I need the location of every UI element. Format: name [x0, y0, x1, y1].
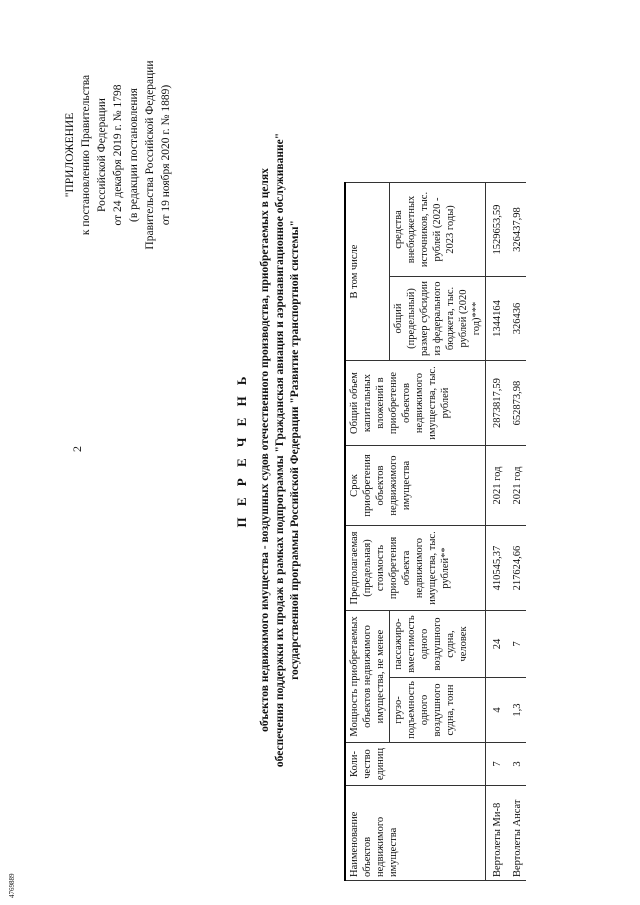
cell-cargo: 1,3: [506, 678, 526, 743]
header-capacity-group: Мощность приобретаемых объектов недвижимого имущества, не менее: [345, 611, 390, 743]
document-code: 4769889: [8, 873, 16, 898]
appendix-line: "ПРИЛОЖЕНИЕ: [64, 112, 76, 198]
appendix-line: Правительства Российской Федерации: [144, 60, 156, 250]
appendix-line: (в редакции постановления: [128, 88, 140, 222]
cell-count: 7: [486, 743, 507, 786]
header-count: Коли- чество единиц: [345, 743, 486, 786]
cell-cargo: 4: [486, 678, 507, 743]
header-including-group: В том числе: [345, 183, 390, 361]
document-subtitle: [258, 15, 303, 885]
cell-term: 2021 год: [486, 446, 507, 526]
header-row: [345, 183, 390, 881]
subtitle-line: государственной программы Российской Федерации "Развитие транспортной системы": [289, 220, 301, 680]
subtitle-line: объектов недвижимого имущества - воздушных судов отечественного производства, приобретаемых в целях: [259, 168, 271, 732]
table-row: [486, 183, 507, 881]
subtitle-line: обеспечения поддержки их продаж в рамках подпрограммы "Гражданская авиация и аэронавигационное обслуживание": [274, 132, 286, 768]
cell-total: 652873,98: [506, 361, 526, 446]
appendix-stamp: [62, 10, 174, 300]
cell-passenger: 24: [486, 611, 507, 678]
cell-term: 2021 год: [506, 446, 526, 526]
appendix-line: Российской Федерации: [96, 98, 108, 212]
cell-price: 217624,66: [506, 526, 526, 611]
title-block: [234, 15, 303, 885]
cell-federal: 326436: [506, 277, 526, 361]
table-row: [506, 183, 526, 881]
cell-extra: 1529653,59: [486, 183, 507, 277]
header-extra: средства внебюджетных источников, тыс. рублей (2020 - 2023 годы): [390, 183, 486, 277]
appendix-line: к постановлению Правительства: [80, 74, 92, 236]
cell-name: Вертолеты Ми-8: [486, 786, 507, 881]
property-table: [344, 182, 526, 881]
page-number: 2: [70, 446, 84, 452]
cell-extra: 326437,98: [506, 183, 526, 277]
cell-name: Вертолеты Ансат: [506, 786, 526, 881]
header-price: Предполагаемая (предельная) стоимость приобретения объекта недвижимого имущества, тыс. рублей**: [345, 526, 486, 611]
appendix-line: от 24 декабря 2019 г. № 1798: [112, 84, 124, 226]
header-total: Общий объем капитальных вложений в приобретение объектов недвижимого имущества, тыс. рублей: [345, 361, 486, 446]
cell-federal: 1344164: [486, 277, 507, 361]
document-title: П Е Р Е Ч Е Н Ь: [234, 372, 249, 528]
cell-count: 3: [506, 743, 526, 786]
header-passenger: пассажиро- вместимость одного воздушного судна, человек: [390, 611, 486, 678]
header-name: Наименование объектов недвижимого имущества: [345, 786, 486, 881]
cell-price: 410545,37: [486, 526, 507, 611]
header-term: Срок приобретения объектов недвижимого имущества: [345, 446, 486, 526]
header-federal: общий (предельный) размер субсидии из федерального бюджета, тыс. рублей (2020 год)***: [390, 277, 486, 361]
cell-passenger: 7: [506, 611, 526, 678]
appendix-line: от 19 ноября 2020 г. № 1889): [160, 84, 172, 226]
header-cargo: грузо- подъемность одного воздушного судна, тонн: [390, 678, 486, 743]
cell-total: 2873817,59: [486, 361, 507, 446]
